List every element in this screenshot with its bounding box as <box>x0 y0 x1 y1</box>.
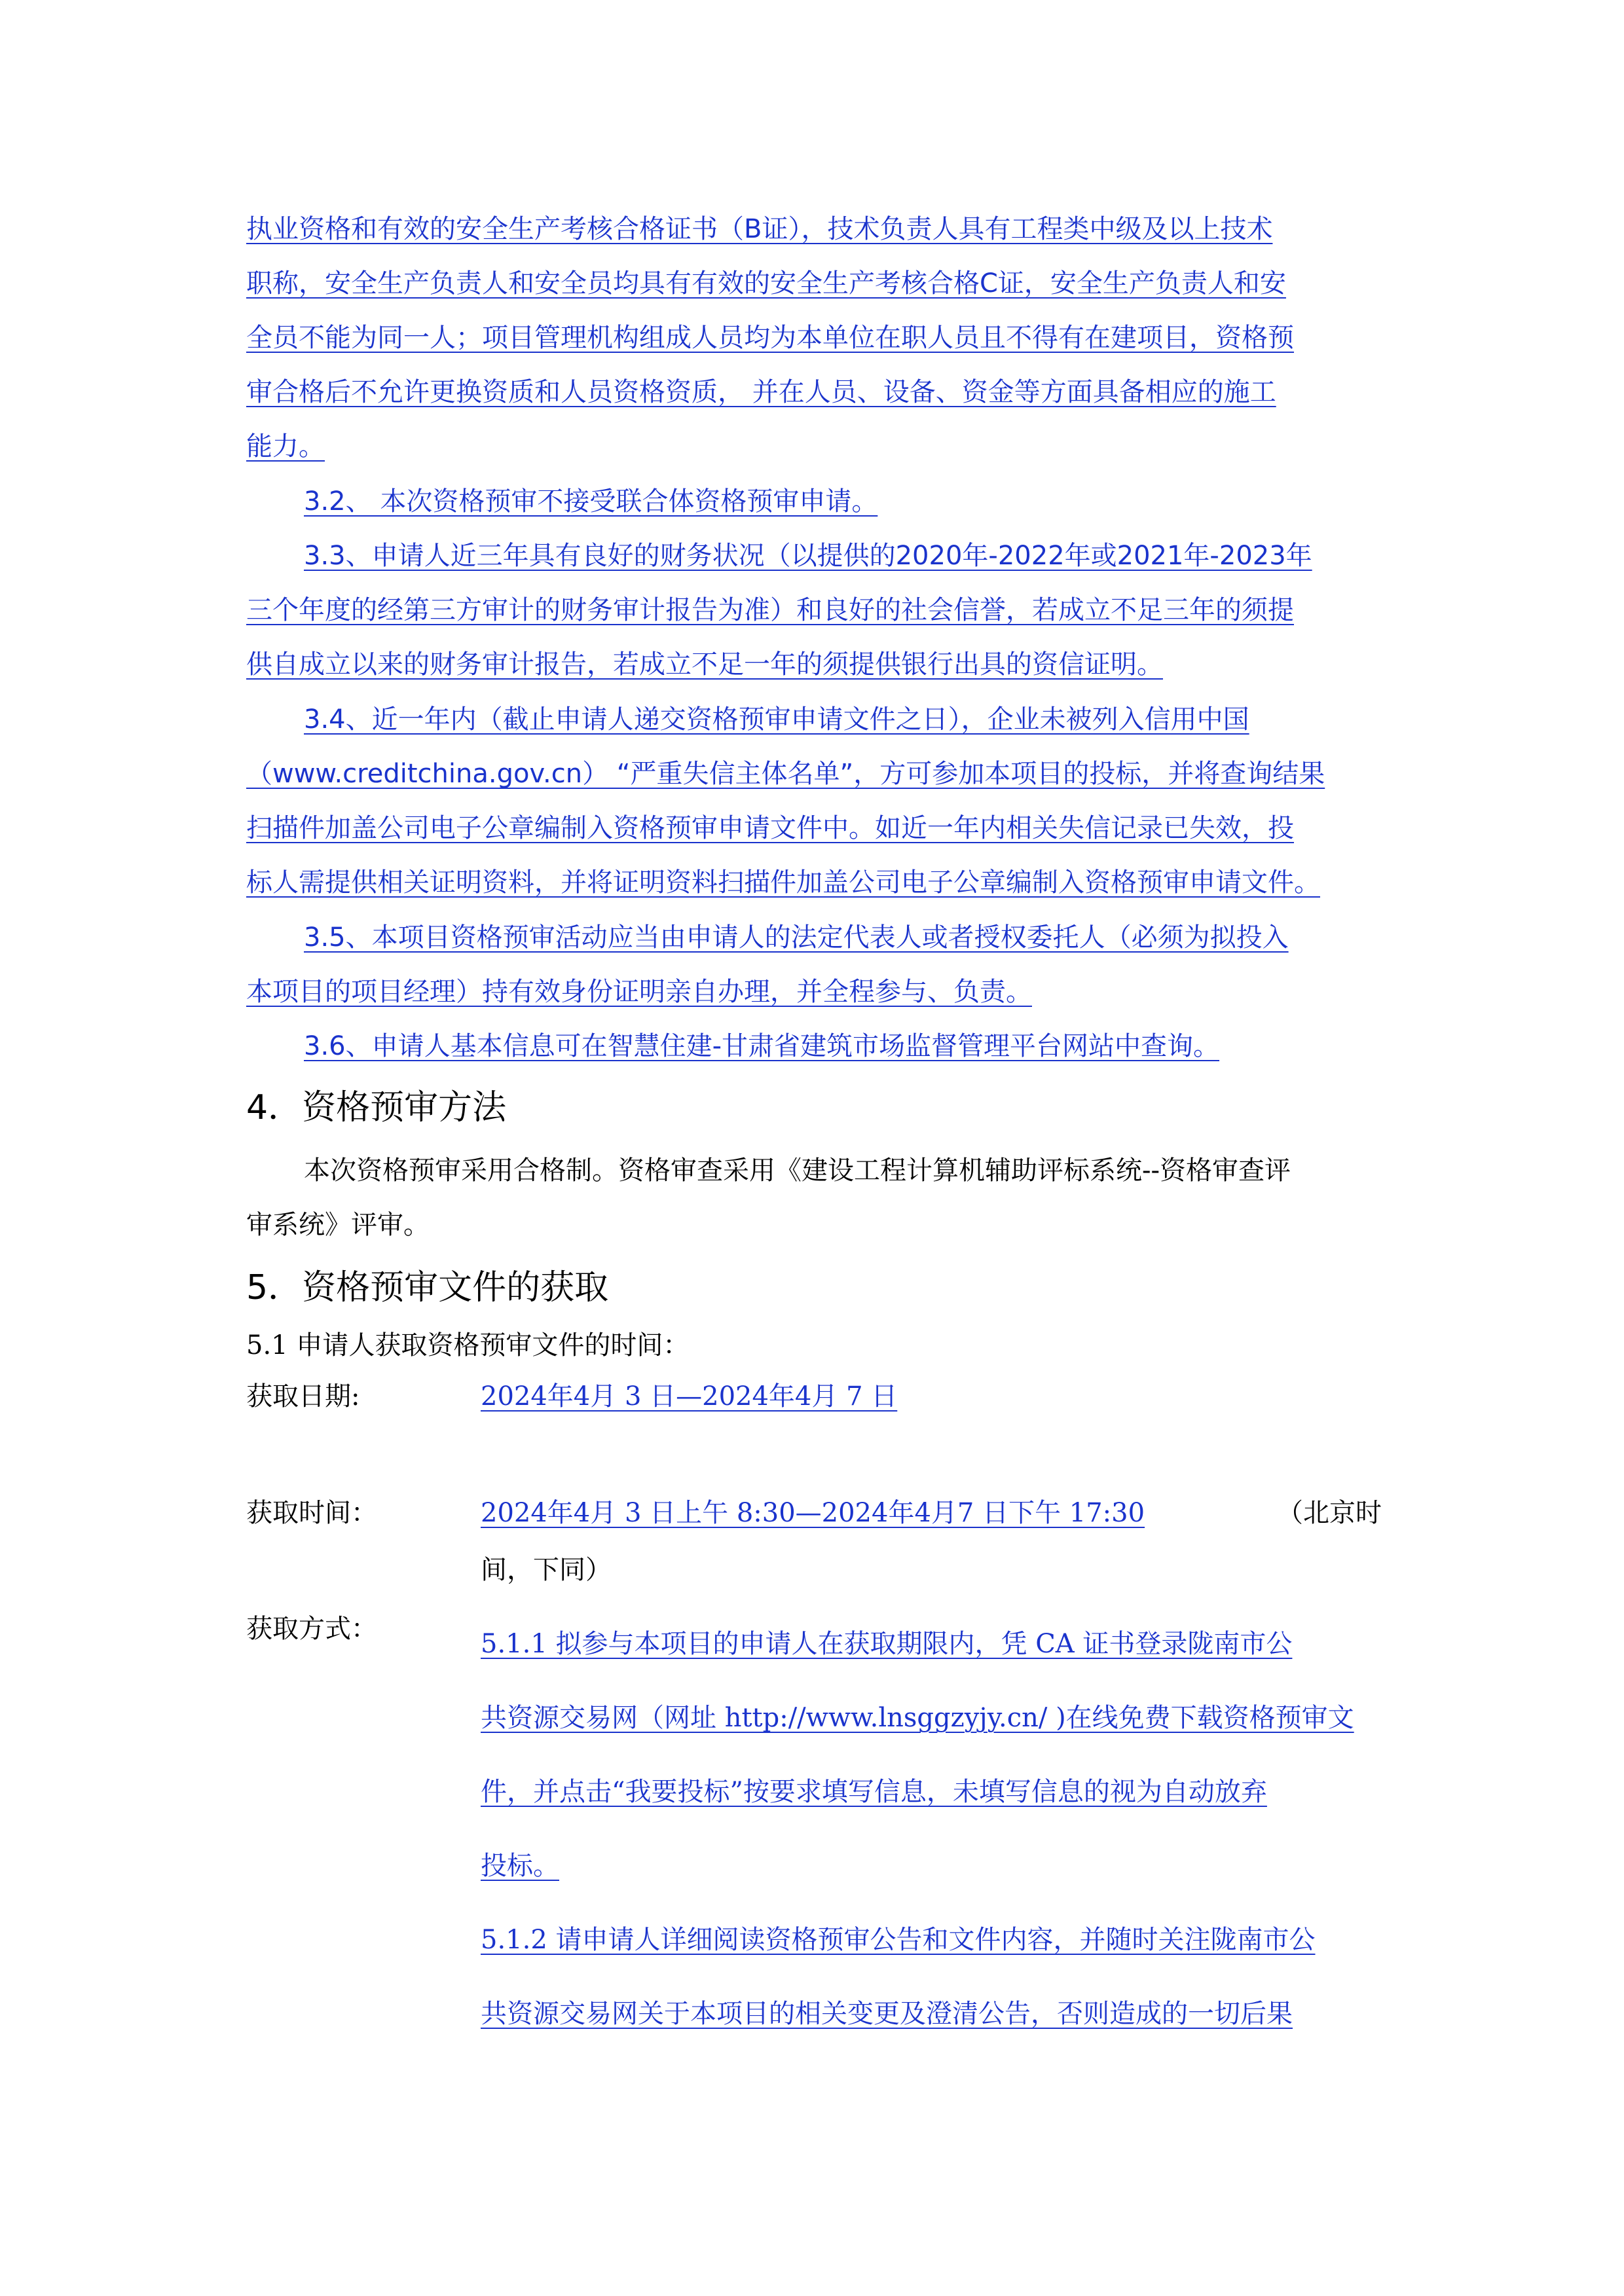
s3-cont-line-3: 全员不能为同一人；项目管理机构组成人员均为本单位在职人员且不得有在建项目，资格预 <box>246 323 1294 353</box>
s3-cont-line-1: 执业资格和有效的安全生产考核合格证书（B证），技术负责人具有工程类中级及以上技术 <box>246 214 1273 244</box>
method-5-1-2-line-1: 5.1.2 请申请人详细阅读资格预审公告和文件内容，并随时关注陇南市公 <box>481 1925 1316 1955</box>
item-3-4-line-3: 扫描件加盖公司电子公章编制入资格预审申请文件中。如近一年内相关失信记录已失效，投 <box>246 813 1294 843</box>
item-3-4-line-1: 3.4、近一年内（截止申请人递交资格预审申请文件之日），企业未被列入信用中国 <box>304 704 1249 735</box>
item-3-3-line-2: 三个年度的经第三方审计的财务审计报告为准）和良好的社会信誉，若成立不足三年的须提 <box>246 595 1294 625</box>
time-suffix-2: 间，下同） <box>481 1555 612 1585</box>
section-5-heading: 5．资格预审文件的获取 <box>246 1268 609 1307</box>
item-3-4-line-2: （www.creditchina.gov.cn） “严重失信主体名单”，方可参加本项目的投标，并将查询结果 <box>246 759 1325 789</box>
method-5-1-1-line-2: 共资源交易网（网址 http://www.lnsggzyjy.cn/ )在线免费下载资格预审文 <box>481 1703 1354 1733</box>
method-5-1-1-line-3: 件，并点击“我要投标”按要求填写信息，未填写信息的视为自动放弃 <box>481 1777 1267 1807</box>
sub-5-1: 5.1 申请人获取资格预审文件的时间： <box>246 1330 690 1360</box>
date-value: 2024年4月 3 日—2024年4月 7 日 <box>481 1381 898 1412</box>
item-3-4-line-4: 标人需提供相关证明资料，并将证明资料扫描件加盖公司电子公章编制入资格预审申请文件。 <box>246 867 1320 898</box>
item-3-3-line-1: 3.3、申请人近三年具有良好的财务状况（以提供的2020年-2022年或2021年-2023年 <box>304 541 1312 571</box>
section-4-body-line-2: 审系统》评审。 <box>246 1210 430 1240</box>
date-label: 获取日期: <box>246 1381 360 1412</box>
method-5-1-2-line-2: 共资源交易网关于本项目的相关变更及澄清公告，否则造成的一切后果 <box>481 1999 1293 2029</box>
s3-cont-line-5: 能力。 <box>246 431 325 462</box>
time-label: 获取时间： <box>246 1498 377 1528</box>
section-4-body-line-1: 本次资格预审采用合格制。资格审查采用《建设工程计算机辅助评标系统--资格审查评 <box>304 1156 1291 1186</box>
item-3-6: 3.6、申请人基本信息可在智慧住建-甘肃省建筑市场监督管理平台网站中查询。 <box>304 1031 1220 1061</box>
time-value: 2024年4月 3 日上午 8:30—2024年4月7 日下午 17:30 <box>481 1498 1145 1528</box>
section-4-heading: 4．资格预审方法 <box>246 1088 507 1127</box>
method-5-1-1-line-1: 5.1.1 拟参与本项目的申请人在获取期限内，凭 CA 证书登录陇南市公 <box>481 1629 1293 1659</box>
method-label: 获取方式： <box>246 1614 377 1644</box>
time-suffix: （北京时 <box>1277 1498 1382 1528</box>
s3-cont-line-2: 职称，安全生产负责人和安全员均具有有效的安全生产考核合格C证，安全生产负责人和安 <box>246 268 1286 299</box>
s3-cont-line-4: 审合格后不允许更换资质和人员资格资质， 并在人员、设备、资金等方面具备相应的施工 <box>246 377 1276 407</box>
item-3-2: 3.2、 本次资格预审不接受联合体资格预审申请。 <box>304 486 878 517</box>
item-3-5-line-2: 本项目的项目经理）持有效身份证明亲自办理，并全程参与、负责。 <box>246 977 1032 1007</box>
item-3-5-line-1: 3.5、本项目资格预审活动应当由申请人的法定代表人或者授权委托人（必须为拟投入 <box>304 922 1289 953</box>
item-3-3-line-3: 供自成立以来的财务审计报告，若成立不足一年的须提供银行出具的资信证明。 <box>246 649 1163 680</box>
method-5-1-1-line-4: 投标。 <box>481 1851 559 1881</box>
